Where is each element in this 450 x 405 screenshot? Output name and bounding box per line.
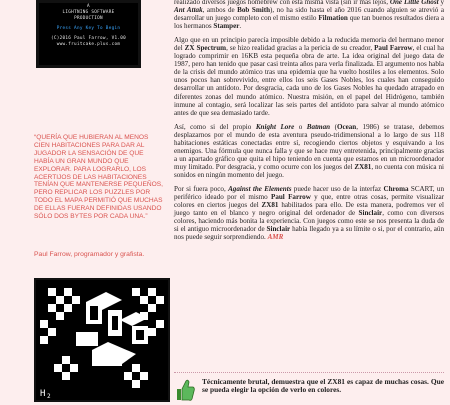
- verdict-box: [174, 378, 444, 402]
- paragraph-2: Algo que en un principio parecía imposible debido a la reducida memoria del hermano menor del ZX Spectrum, se hizo realidad gracias a la pericia de su creador, Paul Farrow, el cual ha logrado comprimir en 16KB esta pequeña obra de arte. La idea original del juego data de 1987, pero han tenido que pasar casi treinta años para verla finalizada. El argumento nos habla de la crisis del mundo atómico tras una epidemia que ha vuelto hostiles a los elementos. Solo unos pocos han sobrevivido, entre ellos los seis Gases Nobles, los cuales han conseguido desarrollar un antídoto. Por desgracia, cada uno de los Gases Nobles ha quedado atrapado en diferentes zonas del mundo atómico. Nuestra misión, en el papel del Hidrógeno, también inmune al contagio, será localizar las seis partes del antídoto para salvar al mundo atómico antes de que sea demasiado tarde.: [174, 36, 444, 117]
- left-column: [0, 0, 168, 405]
- paragraph-1: realizado diversos juegos homebrew con esta misma vista (sin ir más lejos, One Little Ghost y Ant Attak, ambos de Bob Smith), no ha sido hasta el año 2016 cuando alguien se atrevió a desarrollar un juego completo con el mismo estilo Filmation que tan buenos resultados diera a los hermanos Stamper.: [174, 0, 444, 31]
- author-signature: AMR: [267, 233, 284, 242]
- svg-text:H: H: [40, 389, 46, 399]
- paragraph-4: Por si fuera poco, Against the Elements puede hacer uso de la interfaz Chroma SCART, un periférico ideado por el mismo Paul Farrow y que, entre otras cosas, permite visualizar colores en ciertos juegos del ZX81 habilitados para ello. De esta manera, podremos ver el juego tanto en el blanco y negro original del ordenador de Sinclair, como con diversos colores, haciendo más bonita la experiencia. Con juegos como este se nos presenta la duda de si el antiguo microordenador de Sinclair había llegado ya a su límite o si, por el contrario, aún nos puede seguir sorprendiendo. AMR: [174, 184, 444, 242]
- title-line-company: LIGHTNING SOFTWARE: [62, 10, 115, 16]
- title-line-press-key: Press Any Key To Begin: [56, 25, 121, 31]
- title-screen-screenshot: [36, 0, 141, 68]
- title-line-a: A: [87, 4, 90, 9]
- pull-quote: “QUERÍA QUE HUBIERAN AL MENOS CIEN HABITACIONES PARA DAR AL JUGADOR LA SENSACIÓN DE QUE HABÍA UN GRAN MUNDO QUE EXPLORAR. PARA LOGRARLO, LOS ACERTIJOS DE LAS HABITACIONES TENÍAN QUE MANTENERSE PEQUEÑOS, PERO REPLICAR LOS PUZZLES POR TODO EL MAPA PERMITIÓ QUE MUCHAS DE ELLAS FUERAN DEFINIDAS USANDO SÓLO DOS BYTES POR CADA UNA.”: [34, 134, 163, 221]
- verdict-text: Técnicamente brutal, demuestra que el ZX81 es capaz de muchas cosas. Que se pueda elegir la opción de verlo en colores.: [202, 377, 444, 395]
- svg-text:2: 2: [47, 393, 51, 400]
- verdict-divider: [174, 372, 444, 373]
- title-line-url: www.fruitcake.plus.com: [56, 42, 121, 48]
- game-title: One Little Ghost: [389, 0, 439, 6]
- isometric-room-graphic: [36, 280, 168, 400]
- pull-quote-author: Paul Farrow, programador y grafista.: [34, 251, 145, 258]
- thumbs-up-icon: [174, 378, 196, 402]
- game-title: Ant Attak: [174, 6, 203, 15]
- title-line-production: PRODUCTION: [74, 16, 103, 22]
- gameplay-screenshot: [34, 278, 170, 402]
- article-body: [174, 0, 444, 405]
- title-line-copyright: (C)2016 Paul Farrow, V1.00: [50, 35, 127, 41]
- paragraph-3: Así, como si del propio Knight Lore o Batman (Ocean, 1986) se tratase, debemos desplazarnos por el mundo de esta aventura pseudo-tridimensional a lo largo de sus 118 habitaciones estáticas conectadas entre sí, recogiendo ciertos objetos y esquivando a los enemigos. Una fórmula que nunca falla y que se hace muy entretenida, principalmente gracias a un apartado gráfico que quita el hipo teniendo en cuenta que estamos en un microordenador muy limitado. Por desgracia, y como ocurre con los juegos del ZX81, no cuenta con música ni sonidos en ningún momento del juego.: [174, 122, 444, 179]
